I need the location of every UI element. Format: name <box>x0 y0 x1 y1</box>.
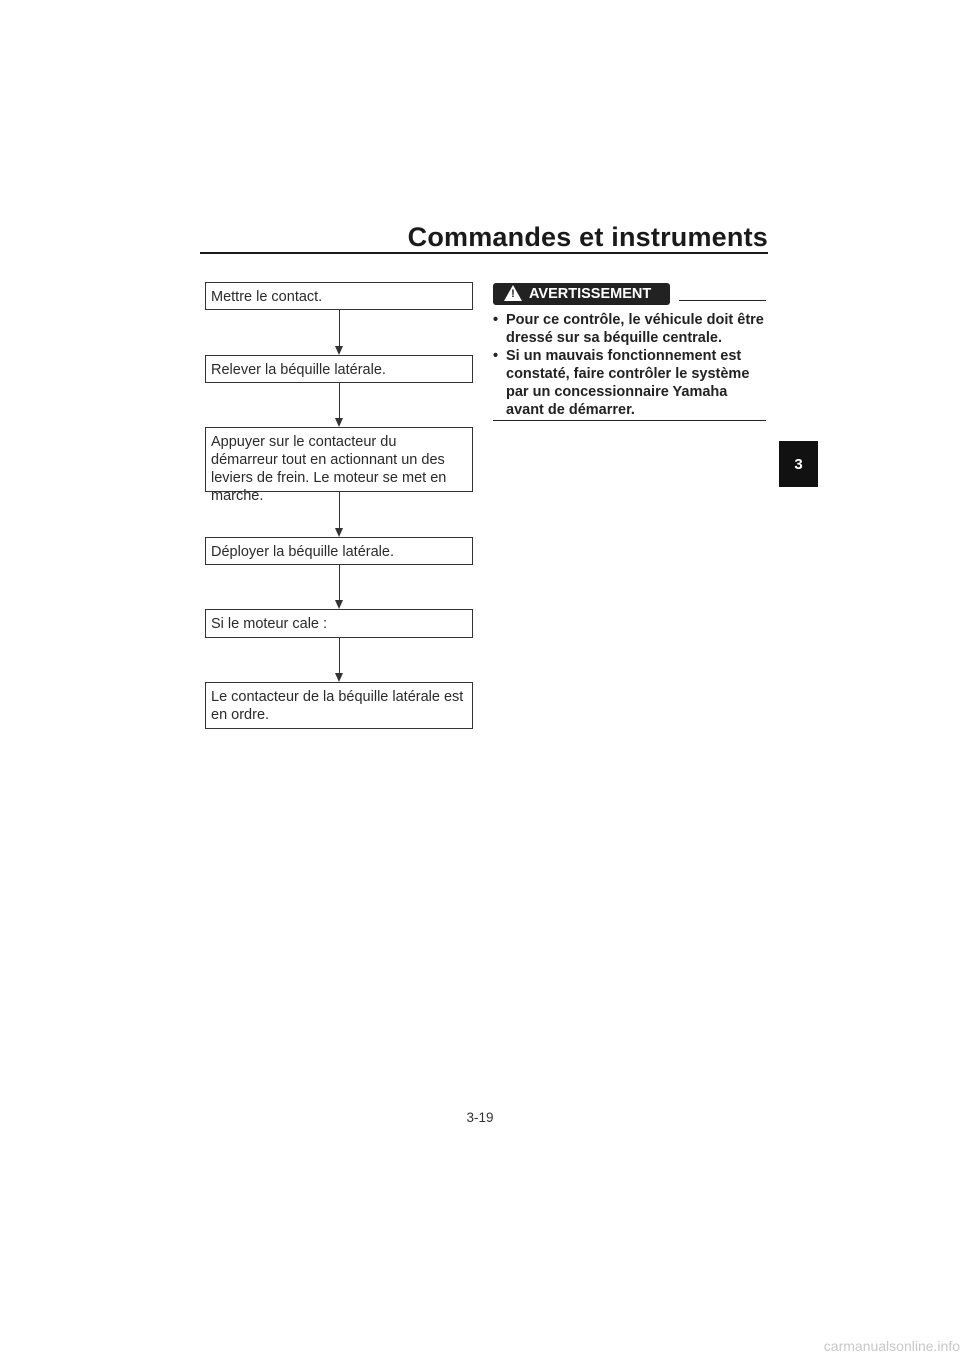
flow-step-1: Mettre le contact. <box>205 282 473 310</box>
warning-item-text: Si un mauvais fonctionnement est constaté, faire contrôler le système par un concessionnaire Yamaha avant de démarrer. <box>506 348 750 418</box>
warning-item <box>493 311 766 347</box>
watermark: carmanualsonline.info <box>823 1338 960 1354</box>
page-title: Commandes et instruments <box>407 222 768 252</box>
flow-connector-4 <box>339 565 340 600</box>
bullet-icon: • <box>493 348 499 364</box>
flow-step-6: Le contacteur de la béquille latérale est en ordre. <box>205 682 473 729</box>
flow-arrow-5-icon <box>335 673 343 682</box>
warning-bottom-rule <box>493 420 766 421</box>
warning-header <box>493 281 766 307</box>
flow-arrow-2-icon <box>335 418 343 427</box>
flow-arrow-4-icon <box>335 600 343 609</box>
flow-step-4: Déployer la béquille latérale. <box>205 537 473 565</box>
warning-item-text: Pour ce contrôle, le véhicule doit être dressé sur sa béquille centrale. <box>506 312 764 346</box>
flow-step-5: Si le moteur cale : <box>205 609 473 638</box>
flow-connector-2 <box>339 383 340 418</box>
page-number: 3-19 <box>466 1110 494 1125</box>
flow-arrow-3-icon <box>335 528 343 537</box>
warning-item <box>493 347 766 419</box>
warning-header-rule <box>679 300 766 301</box>
flow-step-3: Appuyer sur le contacteur du démarreur tout en actionnant un des leviers de frein. Le moteur se met en marche. <box>205 427 473 492</box>
warning-badge <box>493 283 670 305</box>
flow-arrow-1-icon <box>335 346 343 355</box>
bullet-icon: • <box>493 312 499 328</box>
title-rule <box>200 252 768 254</box>
flow-connector-3 <box>339 492 340 528</box>
flow-connector-5 <box>339 638 340 673</box>
exclamation-icon: ! <box>511 288 515 300</box>
flow-step-2: Relever la béquille latérale. <box>205 355 473 383</box>
chapter-tab: 3 <box>779 441 818 487</box>
warning-label: AVERTISSEMENT <box>529 286 652 302</box>
flow-connector-1 <box>339 310 340 346</box>
warning-body <box>493 311 766 419</box>
